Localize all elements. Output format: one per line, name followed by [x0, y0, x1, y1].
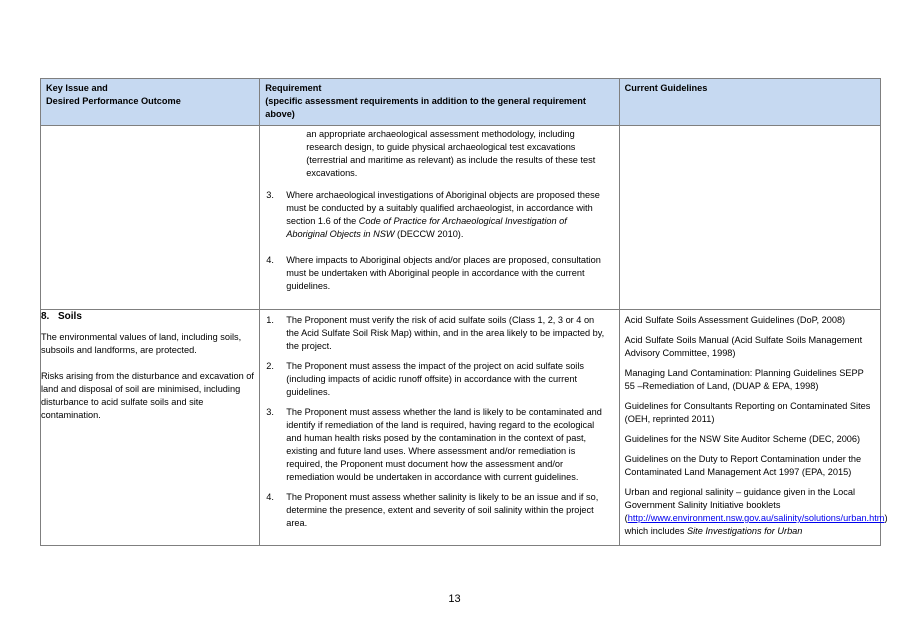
item-text: The Proponent must assess the impact of the project on acid sulfate soils (including impacts of acidic runoff offsite) in accordance with the current guidelines.: [286, 361, 584, 397]
code-of-practice-title: Code of Practice for Archaeological Investigation of Aboriginal Objects in NSW: [286, 216, 567, 239]
table-header-row: [41, 79, 881, 126]
section-number: 8.: [41, 311, 50, 322]
item-text: The Proponent must assess whether the land is likely to be contaminated and identify if remediation of the land is required, having regard to the ecological and human health risks posed by the contamination in the context of past, existing and future land uses. Where assessment and/or remediation is required, the Proponent must document how the assessment and/or remediation would be undertaken in accordance with current guidelines.: [286, 407, 602, 482]
continuation-text: an appropriate archaeological assessment methodology, including research design, to guide physical archaeological test excavations (terrestrial and maritime as relevant) as include the results of these test excavations.: [306, 129, 596, 178]
section-title: Soils: [58, 311, 82, 322]
list-item: [260, 314, 606, 353]
requirements-table: [40, 78, 888, 546]
header-requirement: [260, 79, 619, 126]
guideline-item: Guidelines on the Duty to Report Contamination under the Contaminated Land Management Act 1997 (EPA, 2015): [624, 454, 862, 477]
arch-requirement-cell: [260, 126, 619, 310]
table-row: [41, 126, 881, 310]
item-text: The Proponent must assess whether salinity is likely to be an issue and if so, determine the presence, extent and severity of soil salinity within the project area.: [286, 492, 599, 528]
guideline-item: Managing Land Contamination: Planning Guidelines SEPP 55 –Remediation of Land, (DUAP & EPA, 1998): [624, 368, 864, 391]
item-number: 2.: [266, 361, 274, 371]
item-number: 3.: [266, 190, 274, 200]
item-text: The Proponent must verify the risk of acid sulfate soils (Class 1, 2, 3 or 4 on the Acid Sulfate Soil Risk Map) within, and in the area likely to be impacted by, the project.: [286, 315, 605, 351]
header-key-issue-line2: Desired Performance Outcome: [46, 96, 181, 106]
salinity-guide-text: Urban and regional salinity – guidance given in the Local Government Salinity Initiative booklets (: [624, 487, 856, 523]
requirement-list: [260, 189, 618, 293]
list-item: [260, 360, 606, 399]
list-item: [260, 491, 606, 530]
arch-key-issue-cell: [41, 126, 260, 310]
salinity-guide-title: Site Investigations for Urban: [686, 526, 803, 536]
guideline-item: Guidelines for Consultants Reporting on Contaminated Sites (OEH, reprinted 2011): [624, 401, 871, 424]
arch-guidelines-cell: [619, 126, 880, 310]
salinity-guide-text: ) which includes: [624, 513, 888, 536]
header-requirement-line2: (specific assessment requirements in addition to the general requirement above): [265, 96, 586, 119]
header-current-guidelines: [619, 79, 880, 126]
list-item: [260, 254, 604, 293]
item-number: 4.: [266, 255, 274, 265]
guideline-item: Guidelines for the NSW Site Auditor Scheme (DEC, 2006): [624, 434, 861, 444]
table-row: [41, 310, 881, 546]
guideline-item: [624, 486, 888, 538]
item-text: Where impacts to Aboriginal objects and/or places are proposed, consultation must be undertaken with Aboriginal people in accordance with the current guidelines.: [286, 255, 601, 291]
header-guidelines-text: Current Guidelines: [624, 83, 708, 93]
guideline-item: Acid Sulfate Soils Manual (Acid Sulfate Soils Management Advisory Committee, 1998): [624, 335, 863, 358]
item-number: 4.: [266, 492, 274, 502]
soils-guidelines-cell: [619, 310, 888, 546]
list-item: [260, 406, 606, 484]
header-key-issue-line1: Key Issue and: [46, 83, 108, 93]
salinity-solutions-link[interactable]: http://www.environment.nsw.gov.au/salinity/solutions/urban.htm: [627, 513, 885, 523]
item-text-part: Where archaeological investigations of Aboriginal objects are proposed these must be conducted by a suitably qualified archaeologist, in accordance with section 1.6 of the: [286, 190, 600, 226]
header-key-issue: [41, 79, 260, 126]
soils-key-issue-cell: [41, 310, 260, 546]
guidelines-list: [620, 310, 888, 538]
guideline-item: Acid Sulfate Soils Assessment Guidelines (DoP, 2008): [624, 315, 846, 325]
section-heading: [41, 310, 259, 323]
item-text-part: (DECCW 2010).: [394, 229, 464, 239]
list-item: [260, 189, 604, 241]
outcome-paragraph: The environmental values of land, including soils, subsoils and landforms, are protected.: [41, 332, 242, 355]
requirement-list: [260, 310, 618, 530]
soils-requirement-cell: [260, 310, 619, 546]
item-number: 1.: [266, 315, 274, 325]
item-text: [286, 189, 604, 241]
page-number: 13: [448, 593, 461, 605]
header-requirement-line1: Requirement: [265, 83, 322, 93]
item-number: 3.: [266, 407, 274, 417]
outcome-paragraph: Risks arising from the disturbance and excavation of land and disposal of soil are minimised, including disturbance to acid sulfate soils and site contamination.: [41, 371, 254, 420]
